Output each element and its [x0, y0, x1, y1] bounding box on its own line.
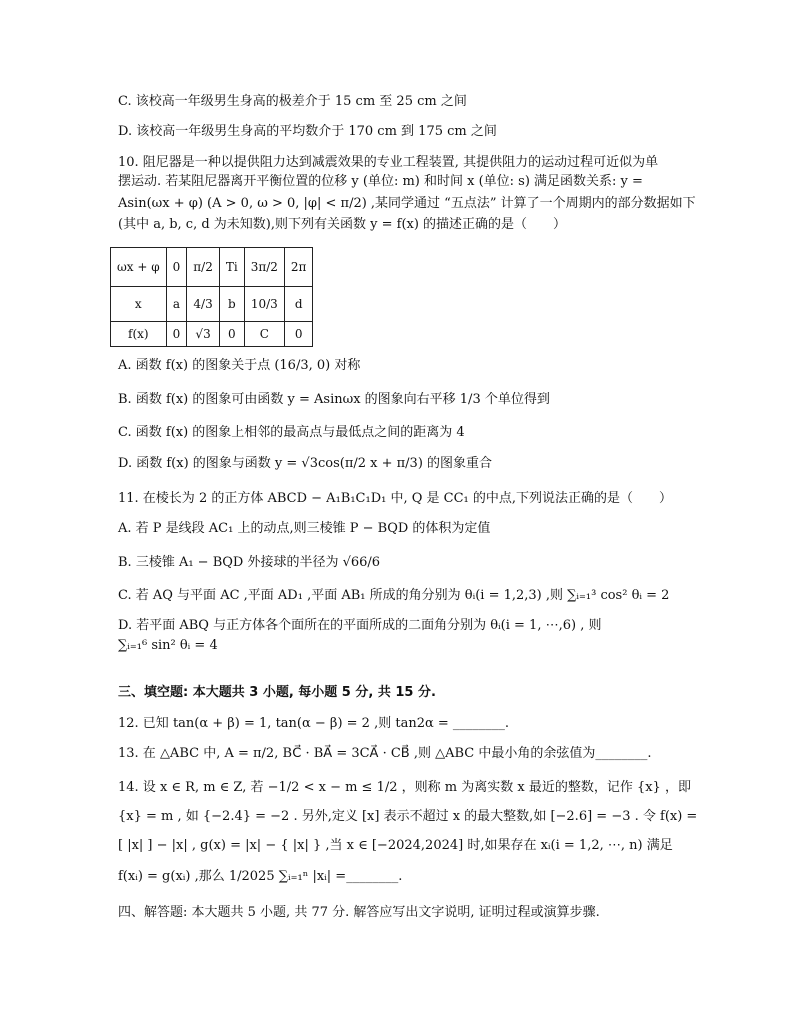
q14-line-4: f(xᵢ) = g(xᵢ) ,那么 1/2025 ∑ᵢ₌₁ⁿ |xᵢ| =________. [118, 869, 403, 884]
q12: 12. 已知 tan(α + β) = 1, tan(α − β) = 2 ,则 tan2α = ________. [118, 716, 510, 731]
q10-stem-2: 摆运动. 若某阻尼器离开平衡位置的位移 y (单位: m) 和时间 x (单位: s) 满足函数关系: y = [118, 174, 643, 189]
table-cell: 10/3 [244, 287, 284, 322]
line-option-c-prev: C. 该校高一年级男生身高的极差介于 15 cm 至 25 cm 之间 [118, 94, 467, 109]
table-cell: a [166, 287, 187, 322]
table-row [111, 287, 313, 322]
table-row [111, 248, 313, 287]
table-cell: π/2 [187, 248, 220, 287]
five-point-table [110, 247, 313, 347]
q11-option-b: B. 三棱锥 A₁ − BQD 外接球的半径为 √66/6 [118, 555, 381, 570]
q13: 13. 在 △ABC 中, A = π/2, BC⃗ · BA⃗ = 3CA⃗ · CB⃗ ,则 △ABC 中最小角的余弦值为________. [118, 746, 652, 761]
table-row [111, 322, 313, 347]
q10-stem-3: Asin(ωx + φ) (A > 0, ω > 0, |φ| < π/2) ,某同学通过 “五点法” 计算了一个周期内的部分数据如下 [118, 196, 696, 211]
q11-option-d-1: D. 若平面 ABQ 与正方体各个面所在的平面所成的二面角分别为 θᵢ(i = 1, ⋯,6) , 则 [118, 618, 602, 633]
table-cell: 0 [284, 322, 313, 347]
section-4-heading: 四、解答题: 本大题共 5 小题, 共 77 分. 解答应写出文字说明, 证明过程或演算步骤. [118, 905, 600, 920]
table-cell: √3 [187, 322, 220, 347]
section-3-heading: 三、填空题: 本大题共 3 小题, 每小题 5 分, 共 15 分. [118, 685, 436, 700]
q11-option-d-2: ∑ᵢ₌₁⁶ sin² θᵢ = 4 [118, 638, 218, 653]
q10-option-d: D. 函数 f(x) 的图象与函数 y = √3cos(π/2 x + π/3) 的图象重合 [118, 456, 493, 471]
table-cell: Ti [219, 248, 244, 287]
q10-stem-1: 10. 阻尼器是一种以提供阻力达到减震效果的专业工程装置, 其提供阻力的运动过程可近似为单 [118, 155, 659, 170]
line-option-d-prev: D. 该校高一年级男生身高的平均数介于 170 cm 到 175 cm 之间 [118, 124, 497, 139]
table-cell: b [219, 287, 244, 322]
table-cell: 4/3 [187, 287, 220, 322]
table-cell: 3π/2 [244, 248, 284, 287]
q10-stem-4: (其中 a, b, c, d 为未知数),则下列有关函数 y = f(x) 的描述正确的是（ ） [118, 217, 567, 232]
q11-stem: 11. 在棱长为 2 的正方体 ABCD − A₁B₁C₁D₁ 中, Q 是 CC₁ 的中点,下列说法正确的是（ ） [118, 491, 673, 506]
q11-option-a: A. 若 P 是线段 AC₁ 上的动点,则三棱锥 P − BQD 的体积为定值 [118, 521, 491, 536]
table-cell: 2π [284, 248, 313, 287]
q14-line-2: {x} = m , 如 {−2.4} = −2 . 另外,定义 [x] 表示不超过 x 的最大整数,如 [−2.6] = −3 . 令 f(x) = [118, 809, 698, 824]
q10-option-c: C. 函数 f(x) 的图象上相邻的最高点与最低点之间的距离为 4 [118, 425, 465, 440]
q14-line-1: 14. 设 x ∈ R, m ∈ Z, 若 −1/2 < x − m ≤ 1/2 ，则称 m 为离实数 x 最近的整数，记作 {x} ，即 [118, 780, 691, 795]
q14-line-3: [ |x| ] − |x| , g(x) = |x| − { |x| } ,当 x ∈ [−2024,2024] 时,如果存在 xᵢ(i = 1,2, ⋯, n) 满足 [118, 838, 673, 853]
table-cell: C [244, 322, 284, 347]
q10-option-b: B. 函数 f(x) 的图象可由函数 y = Asinωx 的图象向右平移 1/3 个单位得到 [118, 392, 550, 407]
q10-option-a: A. 函数 f(x) 的图象关于点 (16/3, 0) 对称 [118, 358, 361, 373]
table-cell: f(x) [111, 322, 167, 347]
table-cell: d [284, 287, 313, 322]
q11-option-c: C. 若 AQ 与平面 AC ,平面 AD₁ ,平面 AB₁ 所成的角分别为 θᵢ(i = 1,2,3) ,则 ∑ᵢ₌₁³ cos² θᵢ = 2 [118, 588, 670, 603]
table-cell: 0 [219, 322, 244, 347]
table-cell: ωx + φ [111, 248, 167, 287]
table-cell: 0 [166, 322, 187, 347]
table-cell: x [111, 287, 167, 322]
table-cell: 0 [166, 248, 187, 287]
